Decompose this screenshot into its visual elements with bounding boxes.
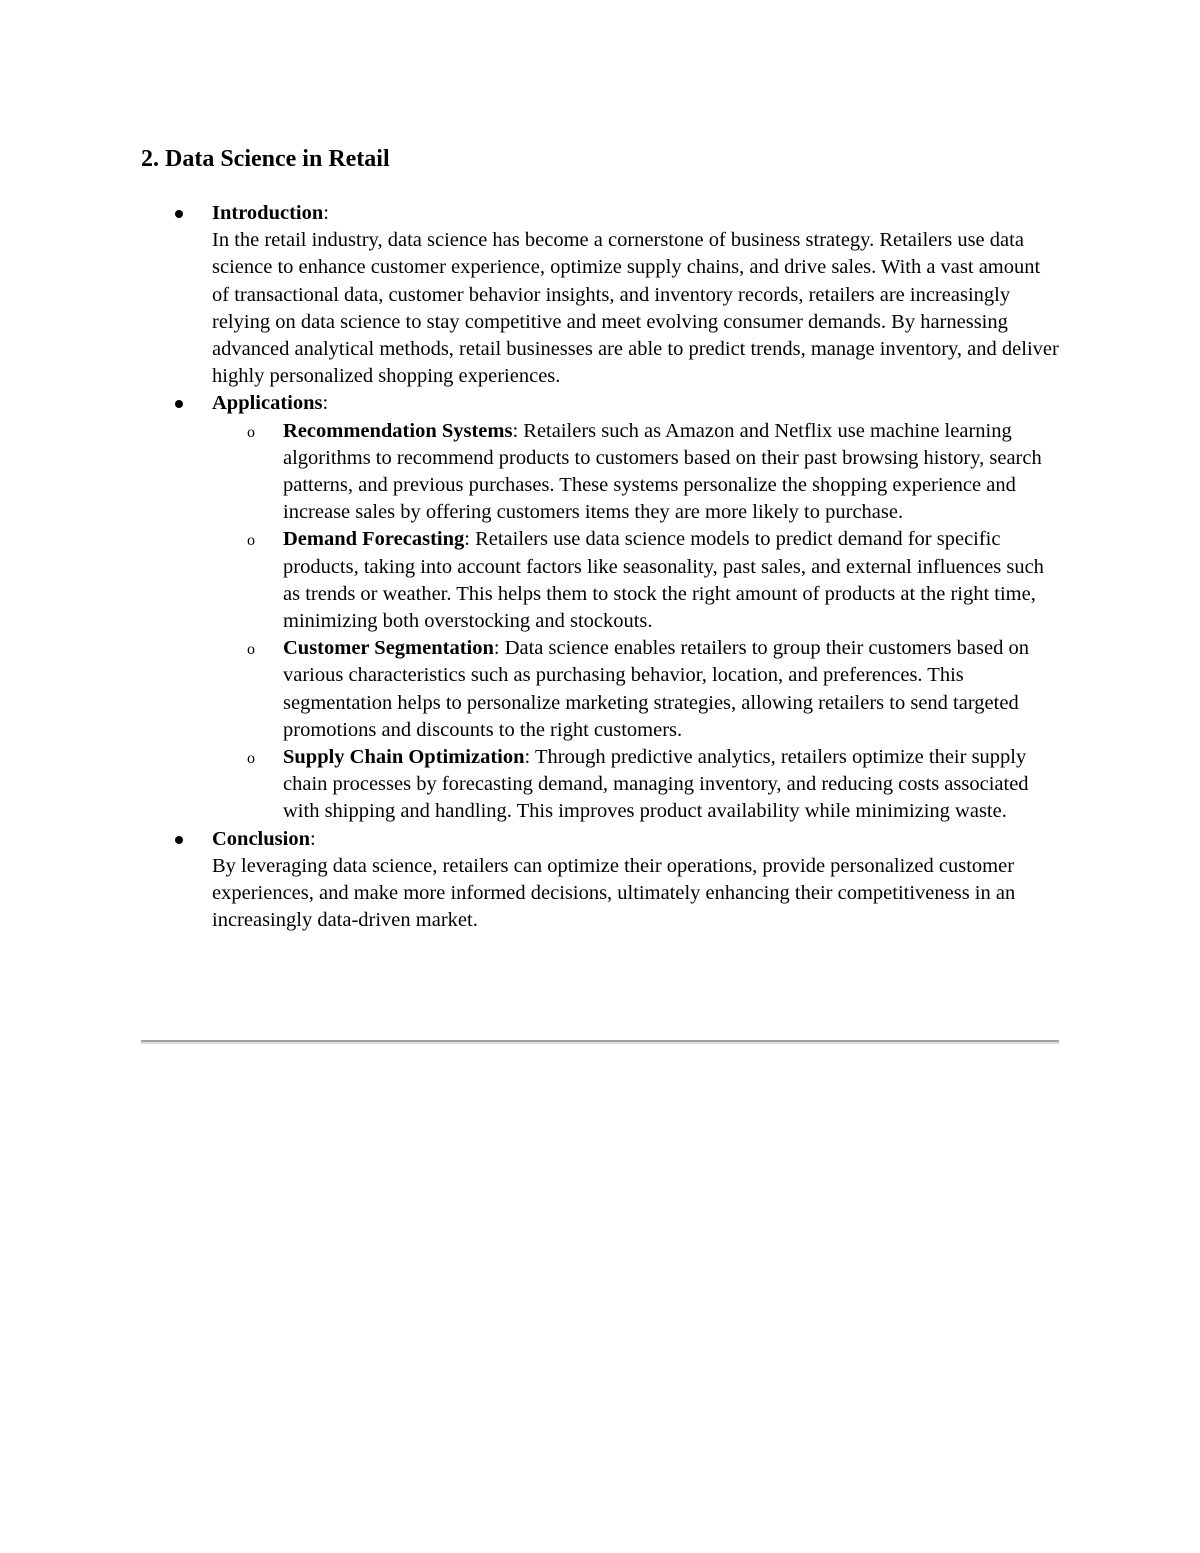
list-item	[212, 526, 1062, 635]
item-title: Demand Forecasting	[283, 528, 465, 551]
section-introduction	[0, 200, 1062, 390]
bullet-icon	[175, 210, 183, 218]
item-title: Customer Segmentation	[283, 637, 494, 660]
bullet-icon	[175, 400, 183, 408]
section-conclusion	[0, 826, 1062, 935]
section-applications	[0, 390, 1062, 825]
list-item	[212, 635, 1062, 744]
item-text: : Retailers use data science models to predict demand for specific products, taking into account factors like seasonality, past sales, and external influences such as trends or weather. This helps them to stock the right amount of products at the right time, minimizing both overstocking and stockouts.	[283, 528, 1044, 633]
section-colon: :	[309, 827, 316, 850]
item-text: : Through predictive analytics, retailers optimize their supply chain processes by forecasting demand, managing inventory, and reducing costs associated with shipping and handling. This improves product availability while minimizing waste.	[283, 746, 1029, 823]
circle-bullet-icon: o	[247, 532, 255, 550]
section-paragraph: By leveraging data science, retailers can optimize their operations, provide personalized customer experiences, and make more informed decisions, ultimately enhancing their competitiveness in an increasingly data-driven market.	[212, 854, 1016, 932]
section-colon: :	[323, 202, 329, 224]
list-item	[212, 744, 1062, 826]
bullet-icon	[175, 836, 183, 844]
item-text: : Data science enables retailers to group their customers based on various characteristics such as purchasing behavior, location, and preferences. This segmentation helps to personalize marketing strategies, allowing retailers to send targeted promotions and discounts to the right customers.	[283, 637, 1029, 741]
item-title: Recommendation Systems	[283, 419, 513, 442]
section-colon: :	[322, 392, 329, 415]
applications-list	[212, 418, 1062, 826]
circle-bullet-icon: o	[247, 641, 255, 659]
section-title: Introduction	[212, 202, 324, 224]
section-paragraph: In the retail industry, data science has become a cornerstone of business strategy. Retailers use data science to enhance customer experience, optimize supply chains, and drive sales. With a vast amount of transactional data, customer behavior insights, and inventory records, retailers are increasingly relying on data science to stay competitive and meet evolving consumer demands. By harnessing advanced analytical methods, retail businesses are able to predict trends, manage inventory, and deliver highly personalized shopping experiences.	[212, 229, 1059, 388]
item-title: Supply Chain Optimization	[283, 746, 525, 769]
horizontal-divider	[141, 1040, 1059, 1044]
page-title: 2. Data Science in Retail	[141, 146, 390, 172]
circle-bullet-icon: o	[247, 423, 255, 441]
item-text: : Retailers such as Amazon and Netflix use machine learning algorithms to recommend products to customers based on their past browsing history, search patterns, and previous purchases. These systems personalize the shopping experience and increase sales by offering customers items they are more likely to purchase.	[283, 419, 1042, 524]
list-item	[212, 418, 1062, 527]
circle-bullet-icon: o	[247, 750, 255, 768]
section-title: Applications	[212, 392, 323, 415]
section-list	[0, 200, 1200, 934]
section-title: Conclusion	[212, 827, 310, 850]
